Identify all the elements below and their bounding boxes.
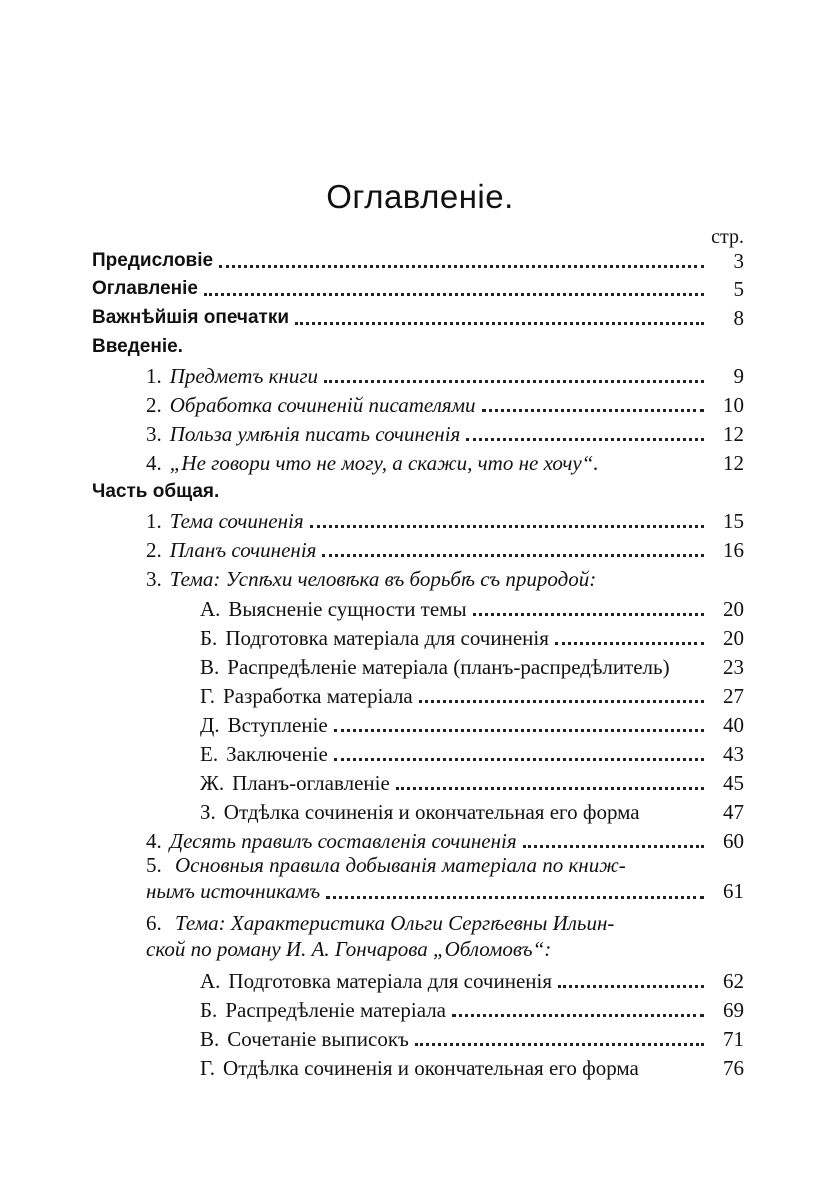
toc-page-number: 60 (723, 829, 744, 853)
toc-entry-text: Основныя правила добыванія матеріала по книж- (175, 853, 626, 877)
toc-section-introduction (92, 331, 744, 359)
toc-page-number: 8 (733, 306, 744, 330)
leader-dots (523, 845, 704, 848)
leader-spacer (646, 816, 704, 819)
leader-spacer (605, 467, 704, 470)
toc-entry-text: Заключеніе (226, 742, 328, 766)
toc-subentry-3g[interactable] (200, 680, 744, 708)
leader-dots (322, 554, 704, 557)
toc-entry-text: Планъ сочиненія (169, 538, 317, 562)
toc-section-general (92, 476, 744, 504)
toc-subentry-3z[interactable] (200, 796, 744, 824)
page-title: Оглавленіе. (326, 178, 514, 215)
toc-entry-number: 1. (146, 509, 162, 533)
toc-entry-text: Десять правилъ составленія сочиненія (169, 829, 517, 853)
toc-entry-text: Оглавленіе (92, 278, 198, 299)
leader-dots (219, 265, 704, 268)
toc-entry-text: Польза умѣнія писать сочиненія (169, 422, 461, 446)
toc-entry-letter: А. (200, 969, 221, 993)
toc-page-number: 47 (723, 800, 744, 824)
toc-page-number: 3 (733, 249, 744, 273)
toc-page-number: 9 (733, 364, 744, 388)
toc-subentry-3d[interactable] (200, 709, 744, 737)
toc-entry-number: 1. (146, 364, 162, 388)
toc-page-number: 71 (723, 1027, 744, 1051)
leader-dots (466, 438, 704, 441)
toc-entry-letter: Г. (200, 1056, 216, 1080)
toc-entry-intro-1[interactable] (146, 360, 744, 388)
toc-entry-letter: В. (200, 1027, 220, 1051)
toc-entry-text: Вступленіе (227, 713, 328, 737)
toc-entry-number: 2. (146, 538, 162, 562)
toc-page-number: 5 (733, 277, 744, 301)
toc-section-heading: Часть общая. (92, 481, 220, 502)
toc-entry-number: 2. (146, 393, 162, 417)
leader-spacer (645, 1072, 704, 1075)
toc-entry-text: Распредѣленіе матеріала (планъ-распредѣлитель) (227, 655, 670, 679)
page-column-label: стр. (711, 226, 744, 248)
toc-entry-text: Подготовка матеріала для сочиненія (225, 626, 549, 650)
toc-entry-general-3[interactable] (146, 563, 744, 591)
leader-dots (482, 409, 704, 412)
leader-dots (326, 896, 704, 899)
leader-dots (419, 700, 704, 703)
toc-subentry-3zh[interactable] (200, 767, 744, 795)
toc-entry-general-1[interactable] (146, 505, 744, 533)
toc-page-number: 61 (723, 879, 744, 903)
leader-dots (473, 613, 704, 616)
toc-entry-theme-label: Тема (169, 567, 214, 591)
leader-dots (334, 758, 704, 761)
toc-page-number: 10 (723, 393, 744, 417)
toc-entry-general-4[interactable] (146, 825, 744, 853)
leader-dots (558, 985, 704, 988)
toc-page-number: 16 (723, 538, 744, 562)
leader-dots (555, 642, 704, 645)
toc-entry-letter: Ж. (200, 771, 225, 795)
toc-entry-text: „Не говори что не могу, а скажи, что не хочу“. (169, 451, 599, 475)
toc-entry-intro-2[interactable] (146, 389, 744, 417)
leader-dots (295, 322, 704, 325)
toc-entry-number: 4. (146, 451, 162, 475)
toc-subentry-6a[interactable] (200, 965, 744, 993)
toc-page-number: 23 (723, 655, 744, 679)
toc-entry-contents[interactable] (92, 273, 744, 301)
toc-entry-text-continued: ской по роману И. А. Гончарова „Обломовъ“: (146, 937, 552, 961)
toc-page-number: 40 (723, 713, 744, 737)
leader-dots (310, 525, 704, 528)
toc-entry-text: Предметъ книги (169, 364, 319, 388)
toc-subentry-6g[interactable] (200, 1052, 744, 1080)
toc-entry-second-line (92, 878, 744, 904)
toc-entry-text: : Успѣхи человѣка въ борьбѣ съ природой: (213, 567, 597, 591)
toc-entry-text: Обработка сочиненій писателями (169, 393, 476, 417)
toc-entry-intro-4[interactable] (146, 447, 744, 475)
toc-entry-number: 6. (146, 911, 162, 935)
toc-entry-text: Планъ-оглавленіе (232, 771, 390, 795)
toc-entry-errata[interactable] (92, 302, 744, 330)
toc-entry-text: Отдѣлка сочиненія и окончательная его форма (223, 800, 640, 824)
leader-dots (452, 1014, 704, 1017)
toc-page-number: 15 (723, 509, 744, 533)
leader-dots (334, 729, 704, 732)
toc-entry-preface[interactable] (92, 245, 744, 273)
toc-page-number: 20 (723, 597, 744, 621)
toc-entry-first-line (146, 910, 744, 936)
leader-dots (204, 293, 704, 296)
toc-entry-letter: Д. (200, 713, 220, 737)
toc-entry-general-2[interactable] (146, 534, 744, 562)
leader-dots (324, 380, 704, 383)
toc-page-number: 45 (723, 771, 744, 795)
leader-dots (415, 1043, 704, 1046)
toc-entry-text: Тема сочиненія (169, 509, 304, 533)
toc-subentry-6v[interactable] (200, 1023, 744, 1051)
toc-entry-letter: А. (200, 597, 221, 621)
toc-subentry-6b[interactable] (200, 994, 744, 1022)
toc-subentry-3a[interactable] (200, 593, 744, 621)
toc-entry-text: Разработка матеріала (223, 684, 413, 708)
toc-page-number: 62 (723, 969, 744, 993)
toc-page-number: 12 (723, 422, 744, 446)
toc-entry-number: 3. (146, 567, 162, 591)
toc-entry-number: 5. (146, 853, 162, 877)
toc-entry-text-continued: нымъ источникамъ (146, 879, 321, 903)
toc-page-number: 12 (723, 451, 744, 475)
toc-entry-number: 3. (146, 422, 162, 446)
toc-subentry-3v[interactable] (200, 651, 744, 679)
toc-entry-text: Важнѣйшія опечатки (92, 307, 290, 328)
toc-subentry-3e[interactable] (200, 738, 744, 766)
toc-entry-letter: Е. (200, 742, 219, 766)
toc-entry-letter: Б. (200, 998, 218, 1022)
toc-entry-first-line (146, 852, 744, 878)
toc-entry-letter: Г. (200, 684, 216, 708)
toc-page-number: 76 (723, 1056, 744, 1080)
toc-entry-text: Сочетаніе выписокъ (227, 1027, 409, 1051)
toc-subentry-3b[interactable] (200, 622, 744, 650)
toc-entry-general-6[interactable] (146, 910, 744, 962)
toc-entry-text: Тема: Характеристика Ольги Сергѣевны Ильин- (175, 911, 615, 935)
toc-entry-text: Подготовка матеріала для сочиненія (228, 969, 553, 993)
toc-entry-letter: З. (200, 800, 216, 824)
toc-entry-text: Выясненіе сущности темы (228, 597, 467, 621)
toc-page-number: 27 (723, 684, 744, 708)
toc-entry-intro-3[interactable] (146, 418, 744, 446)
toc-entry-text: Распредѣленіе матеріала (225, 998, 447, 1022)
toc-page-number: 69 (723, 998, 744, 1022)
toc-section-heading: Введеніе. (92, 336, 183, 357)
toc-page-number: 43 (723, 742, 744, 766)
toc-entry-number: 4. (146, 829, 162, 853)
leader-spacer (672, 676, 708, 679)
toc-entry-letter: Б. (200, 626, 218, 650)
toc-entry-general-5[interactable] (146, 852, 744, 904)
toc-page-number: 20 (723, 626, 744, 650)
toc-entry-letter: В. (200, 655, 220, 679)
toc-entry-text: Предисловіе (92, 250, 214, 271)
leader-dots (396, 787, 704, 790)
toc-entry-text: Отдѣлка сочиненія и окончательная его форма (223, 1056, 639, 1080)
toc-entry-second-line (92, 936, 744, 962)
